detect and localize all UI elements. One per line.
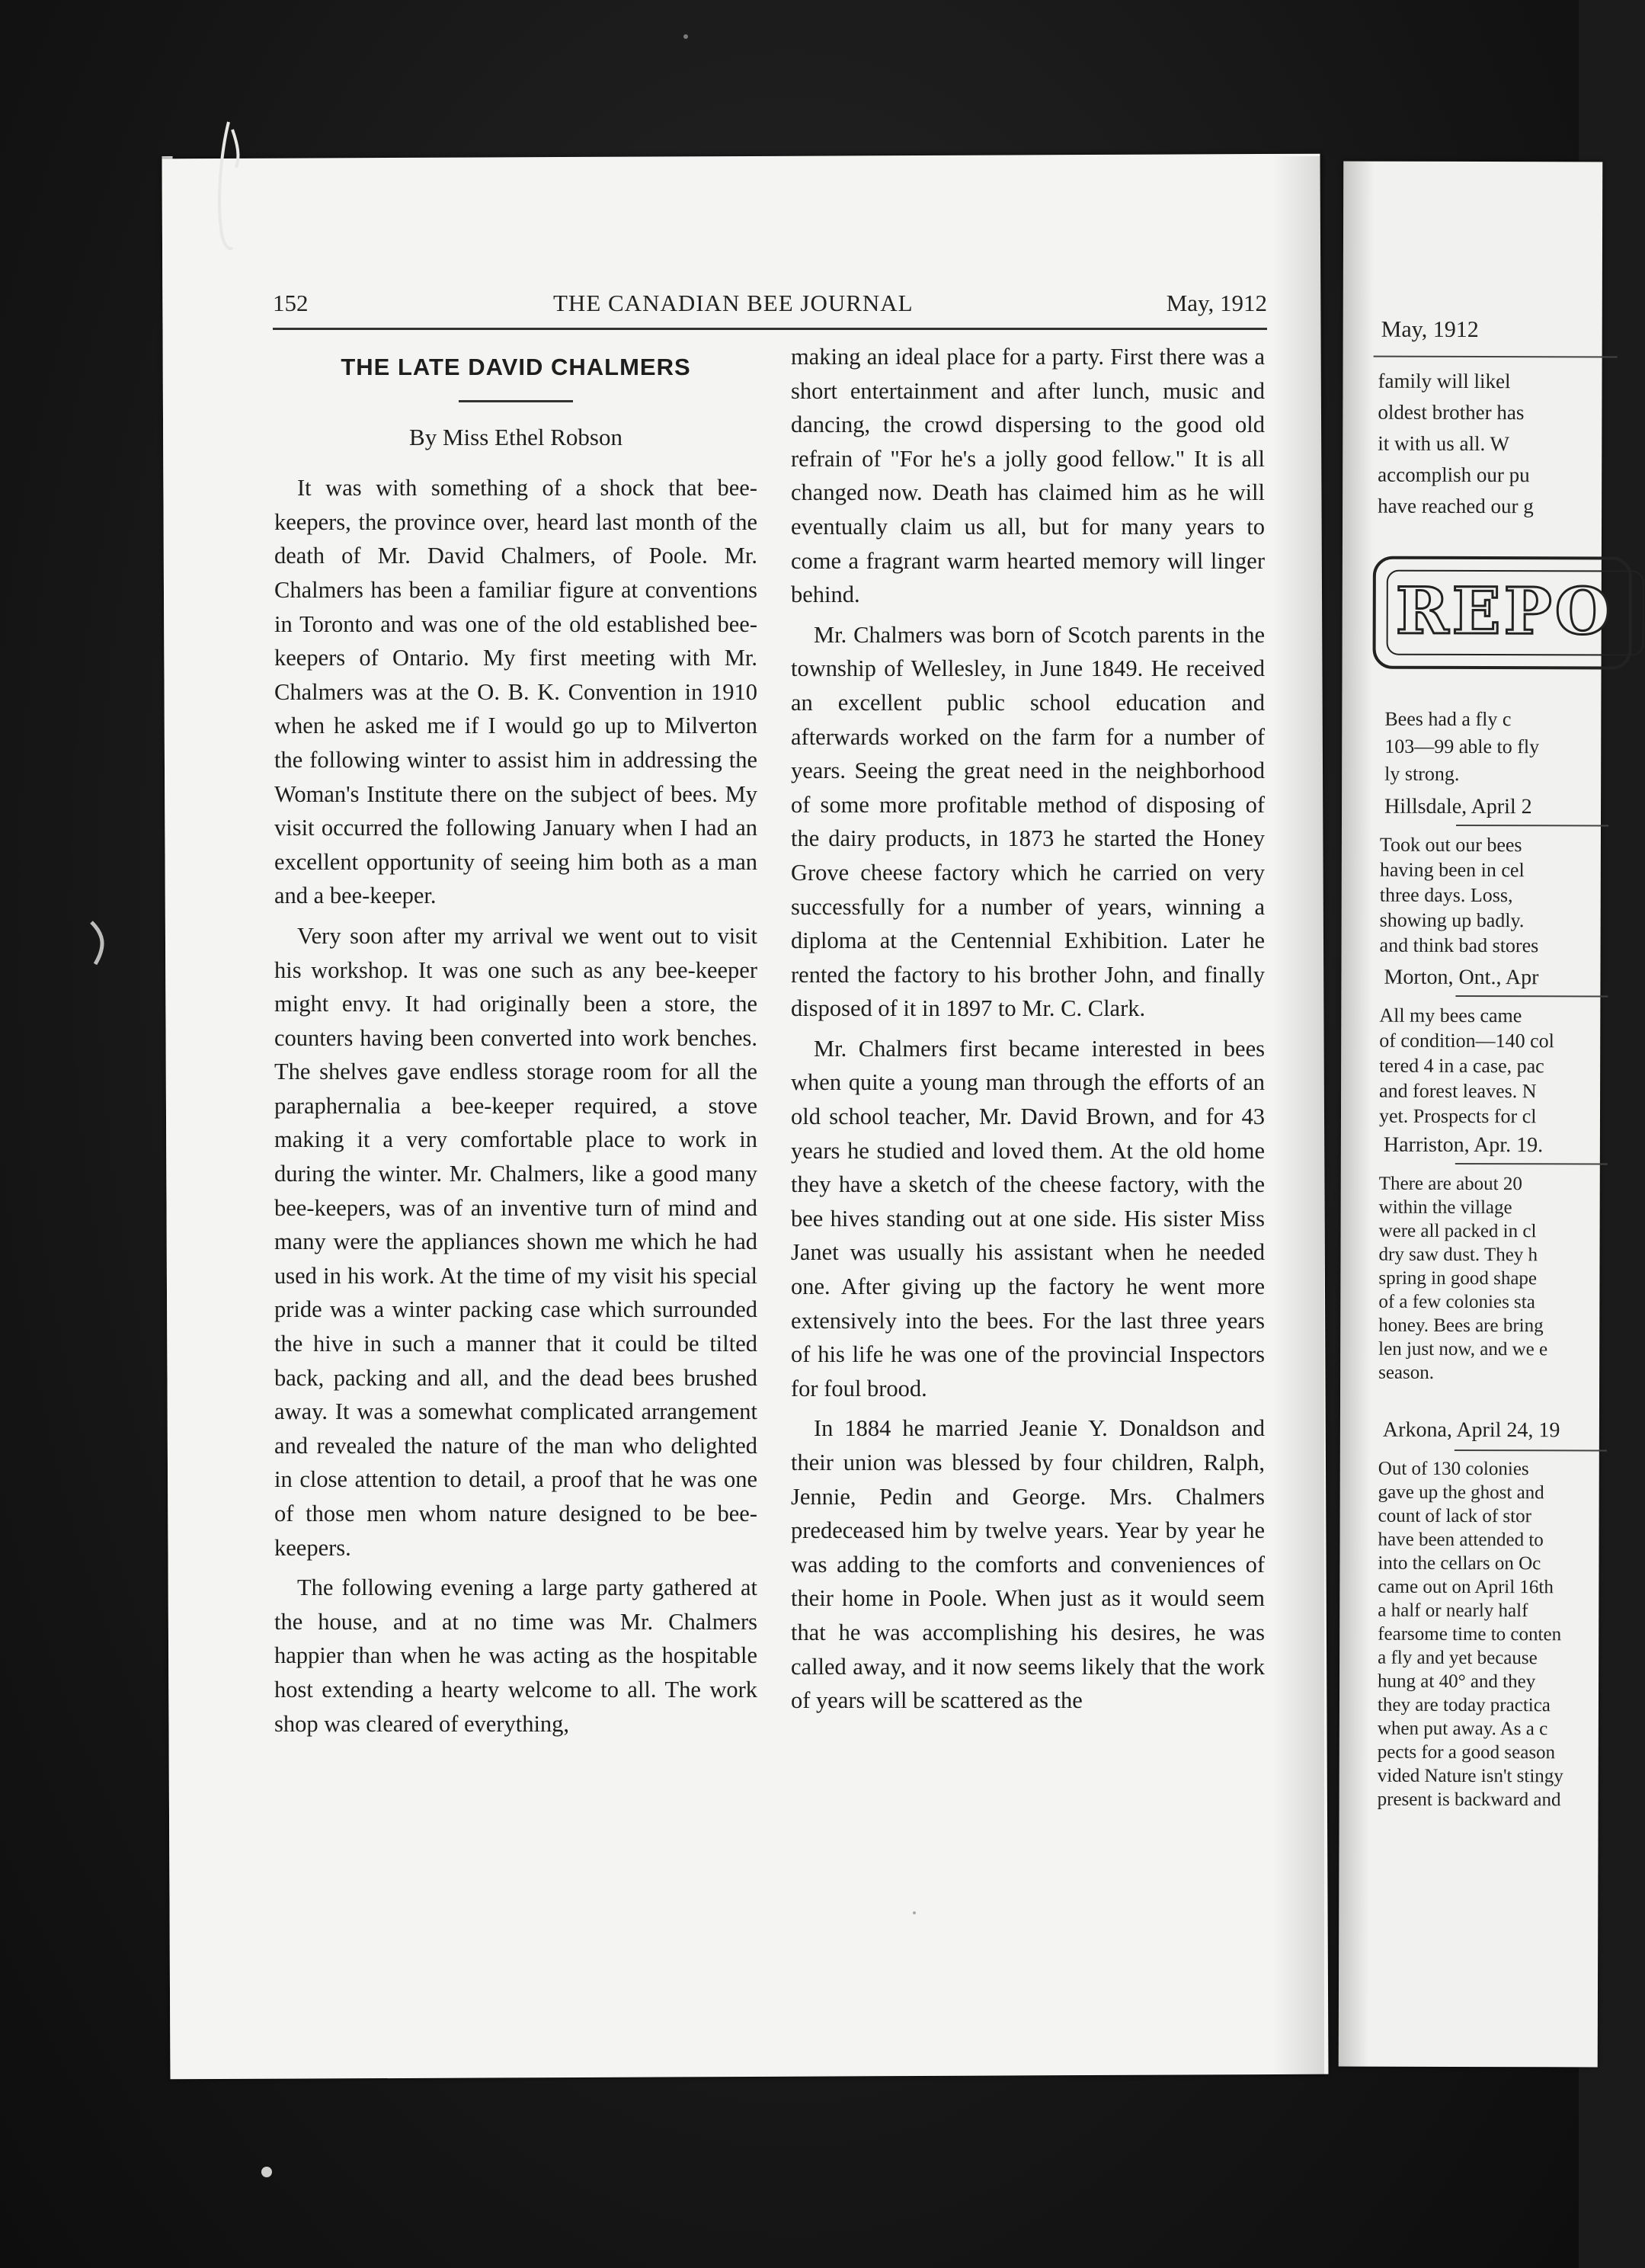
paragraph: Mr. Chalmers was born of Scotch parents in the township of Wellesley, in June 1849. He received an excellent public school education and afterwards worked on the farm for a number of years. Seeing the great need in the neighborhood of some more profitable method of disposing of the dairy products, in 1873 he started the Honey Grove cheese factory which he carried on very successfully for a number of years, winning a diploma at the Centennial Exhibition. Later he rented the factory to his brother John, and finally disposed of it in 1897 to Mr. C. Clark. [791, 621, 1265, 1022]
article-column-1 [274, 340, 757, 1747]
paragraph: It was with something of a shock that bee-keepers, the province over, heard last month of the death of Mr. David Chalmers, of Poole. Mr. Chalmers has been a familiar figure at conventions in Toronto and was one of the old established bee-keepers of Ontario. My first meeting with Mr. Chalmers was at the O. B. K. Convention in 1910 when he asked me if I would go up to Milverton the following winter to assist him in addressing the Woman's Institute there on the subject of bees. My visit occurred the following January when I had an excellent opportunity of seeing him both as a man and a bee-keeper. [274, 475, 757, 909]
right-page-intro: family will likel oldest brother has it with us all. W accomplish our pu have reached our g [1378, 369, 1534, 518]
report-block-5: Out of 130 colonies gave up the ghost and count of lack of stor have been attended to into the cellars on Oc came out on April 16th a half or nearly half fearsome time to conten a fly and yet because hung at 40° and they they are today practica when put away. As a c pects for a good season vided Nature isn't stingy present is backward and [1377, 1458, 1563, 1811]
page-header [273, 290, 1267, 323]
report-block-1: Bees had a fly c 103—99 able to fly ly strong. [1384, 707, 1540, 785]
report-block-2: Took out our bees having been in cel three days. Loss, showing up badly. and think bad stores [1379, 833, 1539, 957]
paragraph: making an ideal place for a party. First there was a short entertainment and after lunch, music and dancing, the crowd dispersing to the good old refrain of "For he's a jolly good fellow." It is all changed now. Death has claimed him as he will eventually claim us all, but for many years to come a fragrant warm hearted memory will linger behind. [791, 344, 1265, 608]
article-byline: By Miss Ethel Robson [409, 423, 622, 450]
right-page-date: May, 1912 [1381, 316, 1479, 343]
page-number: 152 [273, 290, 309, 316]
report-location-4: Arkona, April 24, 19 [1382, 1418, 1560, 1443]
article-column-2 [791, 340, 1265, 1724]
article-title: THE LATE DAVID CHALMERS [341, 354, 691, 380]
paragraph: Very soon after my arrival we went out to visit his workshop. It was one such as any bee-keeper might envy. It had originally been a store, the counters having been converted into work benches. The shelves gave endless storage room for all the paraphernalia a bee-keeper required, a stove making it a very comfortable place to work in during the winter. Mr. Chalmers, like a good many bee-keepers, was of an inventive turn of mind and many were the appliances shown me which he had used in his work. At the time of my visit his special pride was a winter packing case which surrounded the hive in such a manner that it could be tilted back, packing and all, and the dead bees brushed away. It was a somewhat complicated arrangement and revealed the nature of the man who delighted in close attention to detail, a proof that he was one of those men whom nature designed to be bee-keepers. [274, 922, 757, 1561]
issue-date: May, 1912 [1166, 290, 1267, 316]
header-rule [273, 328, 1267, 330]
title-rule [459, 400, 573, 402]
paragraph: The following evening a large party gathered at the house, and at no time was Mr. Chalmers happier than when he was acting as the hospitable host extending a hearty welcome to all. The work shop was cleared of everything, [274, 1574, 757, 1737]
report-block-4: There are about 20 within the village were all packed in cl dry saw dust. They h spring in good shape of a few colonies sta honey. Bees are bring len just now, and we e season. [1378, 1173, 1548, 1383]
reports-heading: REPO [1395, 572, 1615, 649]
report-location-2: Morton, Ont., Apr [1384, 965, 1539, 990]
report-block-3: All my bees came of condition—140 col tered 4 in a case, pac and forest leaves. N yet. Prospects for cl [1378, 1004, 1554, 1128]
report-location-3: Harriston, Apr. 19. [1383, 1132, 1544, 1158]
paragraph: In 1884 he married Jeanie Y. Donaldson and their union was blessed by four children, Ralph, Jennie, Pedin and George. Mrs. Chalmers predeceased him by twelve years. Year by year he was adding to the comforts and conveniences of their home in Poole. When just as it would seem that he was accomplishing his desires, he was called away, and it now seems likely that the work of years will be scattered as the [791, 1415, 1265, 1714]
paragraph: Mr. Chalmers first became interested in bees when quite a young man through the efforts of an old school teacher, Mr. David Brown, and for 43 years he studied and loved them. At the old home they have a sketch of the cheese factory, with the bee hives standing out at one side. His sister Miss Janet was usually his assistant when he needed one. After giving up the factory he went more extensively into the bees. For the last three years of his life he was one of the provincial Inspectors for foul brood. [791, 1035, 1265, 1401]
journal-title: THE CANADIAN BEE JOURNAL [553, 290, 914, 316]
report-location-1: Hillsdale, April 2 [1384, 794, 1532, 819]
